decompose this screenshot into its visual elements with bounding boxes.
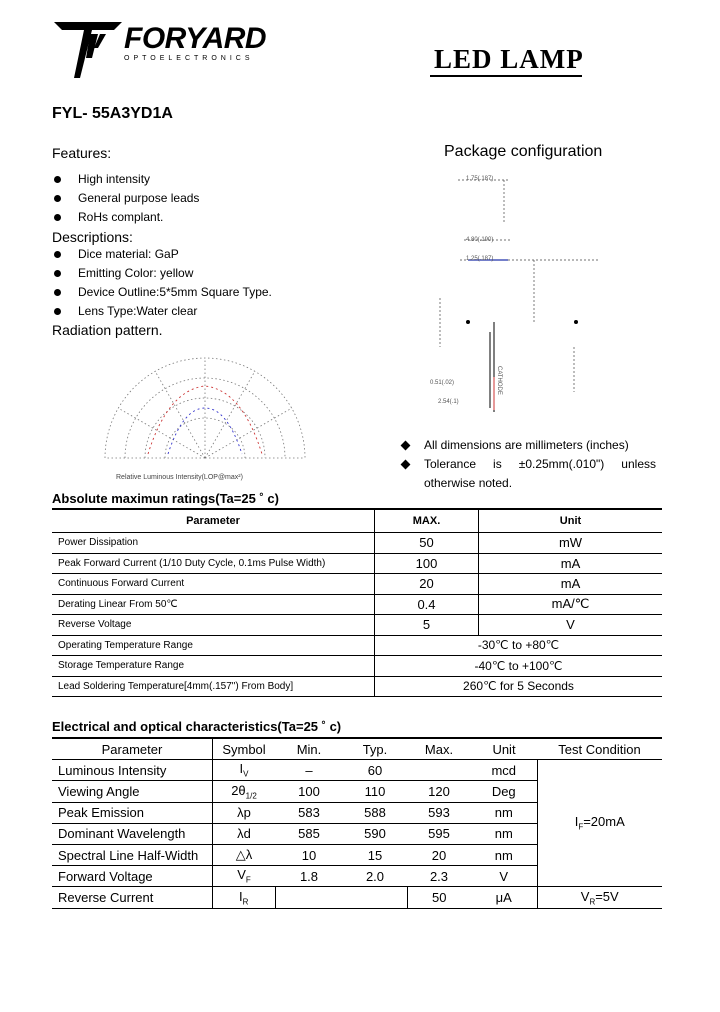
table-cell: 588	[343, 802, 407, 823]
abs-ratings-table	[52, 508, 662, 697]
table-cell: 50	[375, 533, 479, 554]
table-row	[52, 574, 662, 595]
header-cell: Unit	[479, 509, 663, 533]
dimension-label: 0.51(.02)	[430, 380, 455, 386]
table-row	[52, 635, 662, 656]
package-dimension-drawing	[430, 172, 610, 412]
table-row	[52, 676, 662, 697]
table-cell: 20	[407, 844, 471, 865]
package-heading: Package configuration	[444, 143, 603, 160]
table-row	[52, 533, 662, 554]
cathode-label: CATHODE	[496, 366, 502, 395]
table-cell: nm	[471, 823, 537, 844]
table-cell: λp	[213, 802, 276, 823]
descriptions-list	[52, 245, 272, 321]
table-cell: Viewing Angle	[52, 781, 213, 802]
table-cell: Peak Forward Current (1/10 Duty Cycle, 0.1ms Pulse Width)	[52, 553, 375, 574]
table-cell: μA	[471, 887, 537, 908]
table-cell: Derating Linear From 50℃	[52, 594, 375, 615]
table-row	[52, 656, 662, 677]
table-cell	[407, 760, 471, 781]
bullet-icon	[54, 308, 61, 315]
table-cell: Peak Emission	[52, 802, 213, 823]
note-item: All dimensions are millimeters (inches)	[400, 436, 656, 455]
diamond-bullet-icon	[401, 441, 411, 451]
bullet-icon	[54, 195, 61, 202]
table-cell: Forward Voltage	[52, 866, 213, 887]
abs-ratings-title: Absolute maximun ratings(Ta=25 ˚ c)	[52, 491, 279, 506]
document-title: LED LAMP	[434, 44, 584, 74]
electrical-table	[52, 737, 662, 909]
header-cell: Parameter	[52, 509, 375, 533]
electrical-title: Electrical and optical characteristics(Ta=25 ˚ c)	[52, 719, 342, 734]
table-cell: λd	[213, 823, 276, 844]
table-cell: V	[471, 866, 537, 887]
table-cell: V	[479, 615, 663, 636]
header-cell: Parameter	[52, 738, 213, 760]
table-cell: -40℃ to +100℃	[375, 656, 663, 677]
table-cell: -30℃ to +80℃	[375, 635, 663, 656]
table-cell: $2\theta_{1/2}$	[213, 781, 276, 802]
radiation-pattern-diagram	[98, 350, 312, 474]
table-cell: 20	[375, 574, 479, 595]
package-notes	[400, 436, 656, 493]
table-cell: mA	[479, 553, 663, 574]
header-cell: Typ.	[343, 738, 407, 760]
table-cell: 590	[343, 823, 407, 844]
table-cell: Dominant Wavelength	[52, 823, 213, 844]
list-item: Device Outline:5*5mm Square Type.	[52, 283, 272, 302]
note-item: Tolerance is ±0.25mm(.010") unless	[400, 455, 656, 474]
table-row	[52, 553, 662, 574]
table-cell: 100	[275, 781, 343, 802]
company-name: FORYARD	[124, 22, 267, 55]
table-cell: 15	[343, 844, 407, 865]
table-cell: Storage Temperature Range	[52, 656, 375, 677]
table-cell: –	[275, 760, 343, 781]
table-cell: 0.4	[375, 594, 479, 615]
table-cell: 260℃ for 5 Seconds	[375, 676, 663, 697]
table-cell: Reverse Current	[52, 887, 213, 908]
header-cell: Symbol	[213, 738, 276, 760]
bullet-icon	[54, 214, 61, 221]
table-cell: 2.3	[407, 866, 471, 887]
list-item: Dice material: GaP	[52, 245, 272, 264]
test-condition-cell: $I_F=20mA$	[537, 760, 662, 887]
table-cell: Operating Temperature Range	[52, 635, 375, 656]
table-cell	[275, 887, 343, 908]
table-cell: mW	[479, 533, 663, 554]
header-cell: Max.	[407, 738, 471, 760]
radiation-caption: Relative Luminous Intensity(LOP@max²)	[116, 474, 243, 481]
table-row	[52, 594, 662, 615]
list-item: RoHs complant.	[52, 208, 199, 227]
part-number: FYL- 55A3YD1A	[52, 105, 173, 122]
table-cell: 50	[407, 887, 471, 908]
table-row	[52, 615, 662, 636]
radiation-heading: Radiation pattern.	[52, 322, 163, 338]
table-cell: $I_V$	[213, 760, 276, 781]
table-cell: Continuous Forward Current	[52, 574, 375, 595]
header-cell: Test Condition	[537, 738, 662, 760]
header-cell: Unit	[471, 738, 537, 760]
features-heading: Features:	[52, 145, 112, 161]
table-cell: 583	[275, 802, 343, 823]
dimension-label: 1.25(.187)	[466, 256, 494, 262]
table-cell: nm	[471, 844, 537, 865]
table-cell: 120	[407, 781, 471, 802]
header-cell: MAX.	[375, 509, 479, 533]
table-cell: Deg	[471, 781, 537, 802]
bullet-icon	[54, 176, 61, 183]
bullet-icon	[54, 270, 61, 277]
header-cell: Min.	[275, 738, 343, 760]
features-list	[52, 170, 199, 227]
table-cell: 593	[407, 802, 471, 823]
table-cell: nm	[471, 802, 537, 823]
table-cell: 585	[275, 823, 343, 844]
table-header-row	[52, 509, 662, 533]
bullet-icon	[54, 251, 61, 258]
company-logo-icon	[52, 18, 126, 82]
company-subtitle: OPTOELECTRONICS	[124, 55, 254, 62]
table-cell: 595	[407, 823, 471, 844]
table-cell: Luminous Intensity	[52, 760, 213, 781]
table-row	[52, 887, 662, 908]
table-row	[52, 760, 662, 781]
table-cell: 110	[343, 781, 407, 802]
list-item: Emitting Color: yellow	[52, 264, 272, 283]
note-item-continued: otherwise noted.	[424, 476, 513, 490]
table-cell	[343, 887, 407, 908]
table-cell: Power Dissipation	[52, 533, 375, 554]
table-cell: 2.0	[343, 866, 407, 887]
dimension-label: 2.54(.1)	[438, 399, 459, 405]
table-cell: Lead Soldering Temperature[4mm(.157") From Body]	[52, 676, 375, 697]
table-cell: Reverse Voltage	[52, 615, 375, 636]
diamond-bullet-icon	[401, 460, 411, 470]
test-condition-cell: $V_R=5V$	[537, 887, 662, 908]
list-item: High intensity	[52, 170, 199, 189]
table-cell: Spectral Line Half-Width	[52, 844, 213, 865]
table-cell: 5	[375, 615, 479, 636]
table-cell: 1.8	[275, 866, 343, 887]
bullet-icon	[54, 289, 61, 296]
table-cell: 60	[343, 760, 407, 781]
list-item: General purpose leads	[52, 189, 199, 208]
list-item: Lens Type:Water clear	[52, 302, 272, 321]
table-cell: mcd	[471, 760, 537, 781]
dimension-label: 1.75(.187)	[466, 176, 494, 182]
title-underline	[430, 75, 582, 77]
table-cell: $V_F$	[213, 866, 276, 887]
table-header-row	[52, 738, 662, 760]
table-cell: $I_R$	[213, 887, 276, 908]
table-cell: mA	[479, 574, 663, 595]
table-cell: △λ	[213, 844, 276, 865]
table-cell: mA/℃	[479, 594, 663, 615]
descriptions-heading: Descriptions:	[52, 229, 133, 245]
table-cell: 100	[375, 553, 479, 574]
dimension-label: 4.80(.190)	[466, 237, 494, 243]
table-cell: 10	[275, 844, 343, 865]
